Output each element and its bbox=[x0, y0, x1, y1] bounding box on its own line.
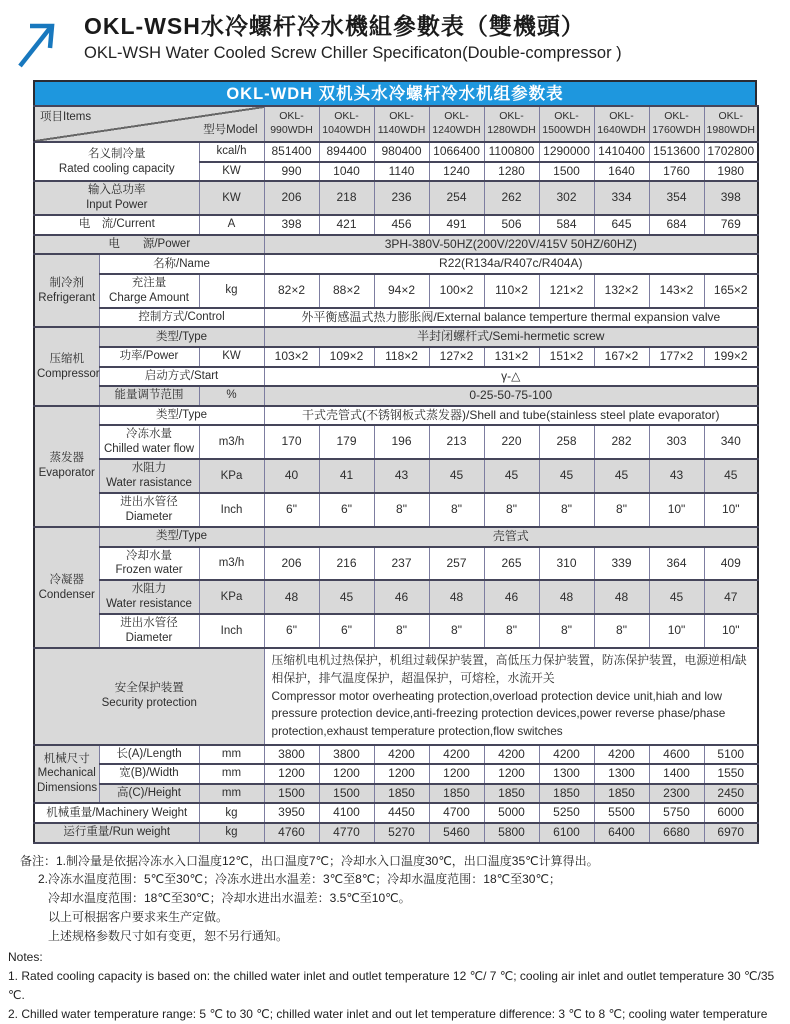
note-line: 冷却水温度范围：18℃至30℃；冷却水进出水温差：3.5℃至10℃。 bbox=[48, 891, 411, 906]
param-label-cell: 运行重量/Run weight bbox=[34, 823, 199, 843]
value-cell: 6000 bbox=[704, 803, 758, 823]
value-cell: 46 bbox=[374, 580, 429, 614]
value-cell: 2450 bbox=[704, 784, 758, 804]
value-cell: 364 bbox=[649, 547, 704, 581]
merged-value-cell: 外平衡感温式热力膨胀阀/External balance temperture thermal expansion valve bbox=[264, 308, 758, 328]
merged-value-cell: R22(R134a/R407c/R404A) bbox=[264, 254, 758, 274]
value-cell: 1200 bbox=[484, 764, 539, 784]
page-subtitle: OKL-WSH Water Cooled Screw Chiller Specificaton(Double-compressor ) bbox=[84, 43, 622, 62]
param-label-cell: 名称/Name bbox=[99, 254, 264, 274]
param-label-cell: 冷却水量 Frozen water bbox=[99, 547, 199, 581]
value-cell: 8" bbox=[539, 493, 594, 527]
value-cell: 4200 bbox=[539, 745, 594, 765]
value-cell: 4200 bbox=[594, 745, 649, 765]
value-cell: 100×2 bbox=[429, 274, 484, 308]
param-label-cell: 电 源/Power bbox=[34, 235, 264, 255]
value-cell: 491 bbox=[429, 215, 484, 235]
value-cell: 2300 bbox=[649, 784, 704, 804]
notes-english bbox=[8, 948, 790, 1024]
unit-cell: Inch bbox=[199, 614, 264, 648]
value-cell: 1980 bbox=[704, 162, 758, 182]
value-cell: 5500 bbox=[594, 803, 649, 823]
value-cell: 1290000 bbox=[539, 142, 594, 162]
param-label-cell: 机械重量/Machinery Weight bbox=[34, 803, 199, 823]
value-cell: 1500 bbox=[319, 784, 374, 804]
note-line: 以上可根据客户要求来生产定做。 bbox=[48, 910, 229, 925]
value-cell: 8" bbox=[374, 614, 429, 648]
value-cell: 302 bbox=[539, 181, 594, 215]
page-titles bbox=[84, 12, 622, 63]
value-cell: 1702800 bbox=[704, 142, 758, 162]
value-cell: 109×2 bbox=[319, 347, 374, 367]
param-label-cell: 高(C)/Height bbox=[99, 784, 199, 804]
value-cell: 1850 bbox=[539, 784, 594, 804]
value-cell: 3950 bbox=[264, 803, 319, 823]
param-label-cell: 功率/Power bbox=[99, 347, 199, 367]
unit-cell: mm bbox=[199, 784, 264, 804]
value-cell: 980400 bbox=[374, 142, 429, 162]
unit-cell: m3/h bbox=[199, 425, 264, 459]
value-cell: 310 bbox=[539, 547, 594, 581]
value-cell: 45 bbox=[649, 580, 704, 614]
value-cell: 170 bbox=[264, 425, 319, 459]
value-cell: 645 bbox=[594, 215, 649, 235]
value-cell: 8" bbox=[539, 614, 594, 648]
note-line: 1. Rated cooling capacity is based on: the chilled water inlet and outlet temperature 12 ℃/ 7 ℃; cooling air inlet and outlet temperature 30 ℃/35 ℃. bbox=[8, 969, 775, 1003]
value-cell: 5460 bbox=[429, 823, 484, 843]
value-cell: 121×2 bbox=[539, 274, 594, 308]
value-cell: 6" bbox=[319, 614, 374, 648]
merged-value-cell: 0-25-50-75-100 bbox=[264, 386, 758, 406]
value-cell: 46 bbox=[484, 580, 539, 614]
value-cell: 236 bbox=[374, 181, 429, 215]
value-cell: 6400 bbox=[594, 823, 649, 843]
note-line: 2.冷冻水温度范围：5℃至30℃；冷冻水进出水温差：3℃至8℃；冷却水温度范围：18℃至30℃； bbox=[38, 872, 561, 887]
param-label-cell: 能量调节范围 bbox=[99, 386, 199, 406]
items-model-header-cell: 项目Items 型号Model bbox=[34, 106, 264, 142]
param-label-cell: 水阻力 Water resistance bbox=[99, 580, 199, 614]
param-label-cell: 控制方式/Control bbox=[99, 308, 264, 328]
value-cell: 6" bbox=[264, 614, 319, 648]
value-cell: 220 bbox=[484, 425, 539, 459]
page-header bbox=[0, 0, 790, 70]
unit-cell: kg bbox=[199, 274, 264, 308]
model-header-cell: OKL- 1280WDH bbox=[484, 106, 539, 142]
notes-section bbox=[0, 852, 790, 1024]
value-cell: 177×2 bbox=[649, 347, 704, 367]
param-label-cell: 电 流/Current bbox=[34, 215, 199, 235]
value-cell: 179 bbox=[319, 425, 374, 459]
unit-cell: kg bbox=[199, 803, 264, 823]
value-cell: 1280 bbox=[484, 162, 539, 182]
section-label-cell: 压缩机 Compressor bbox=[34, 327, 99, 405]
value-cell: 6" bbox=[264, 493, 319, 527]
value-cell: 8" bbox=[594, 614, 649, 648]
value-cell: 48 bbox=[264, 580, 319, 614]
param-label-cell: 名义制冷量 Rated cooling capacity bbox=[34, 142, 199, 181]
unit-cell: mm bbox=[199, 764, 264, 784]
value-cell: 5250 bbox=[539, 803, 594, 823]
value-cell: 5270 bbox=[374, 823, 429, 843]
unit-cell: kg bbox=[199, 823, 264, 843]
unit-cell: KPa bbox=[199, 459, 264, 493]
value-cell: 5100 bbox=[704, 745, 758, 765]
value-cell: 40 bbox=[264, 459, 319, 493]
value-cell: 43 bbox=[374, 459, 429, 493]
value-cell: 4100 bbox=[319, 803, 374, 823]
value-cell: 1066400 bbox=[429, 142, 484, 162]
value-cell: 10" bbox=[704, 493, 758, 527]
unit-cell: kcal/h bbox=[199, 142, 264, 162]
value-cell: 1240 bbox=[429, 162, 484, 182]
value-cell: 47 bbox=[704, 580, 758, 614]
unit-cell: KW bbox=[199, 347, 264, 367]
param-label-cell: 进出水管径 Diameter bbox=[99, 614, 199, 648]
value-cell: 1200 bbox=[264, 764, 319, 784]
param-label-cell: 水阻力 Water rasistance bbox=[99, 459, 199, 493]
value-cell: 5750 bbox=[649, 803, 704, 823]
value-cell: 334 bbox=[594, 181, 649, 215]
value-cell: 151×2 bbox=[539, 347, 594, 367]
page-title: OKL-WSH水冷螺杆冷水機組參數表（雙機頭） bbox=[84, 13, 585, 39]
value-cell: 1760 bbox=[649, 162, 704, 182]
value-cell: 340 bbox=[704, 425, 758, 459]
value-cell: 131×2 bbox=[484, 347, 539, 367]
model-header-cell: OKL- 1760WDH bbox=[649, 106, 704, 142]
value-cell: 4200 bbox=[429, 745, 484, 765]
param-label-cell: 类型/Type bbox=[99, 406, 264, 426]
param-label-cell: 安全保护装置 Security protection bbox=[34, 648, 264, 744]
spec-table bbox=[33, 105, 759, 844]
value-cell: 894400 bbox=[319, 142, 374, 162]
value-cell: 1850 bbox=[429, 784, 484, 804]
value-cell: 94×2 bbox=[374, 274, 429, 308]
value-cell: 1513600 bbox=[649, 142, 704, 162]
unit-cell: mm bbox=[199, 745, 264, 765]
section-label-cell: 制冷剂 Refrigerant bbox=[34, 254, 99, 327]
value-cell: 1850 bbox=[594, 784, 649, 804]
brand-arrow-icon bbox=[14, 16, 72, 70]
value-cell: 118×2 bbox=[374, 347, 429, 367]
value-cell: 4760 bbox=[264, 823, 319, 843]
value-cell: 1200 bbox=[429, 764, 484, 784]
value-cell: 6970 bbox=[704, 823, 758, 843]
value-cell: 45 bbox=[704, 459, 758, 493]
value-cell: 10" bbox=[649, 493, 704, 527]
param-label-cell: 启动方式/Start bbox=[99, 367, 264, 387]
value-cell: 237 bbox=[374, 547, 429, 581]
value-cell: 3800 bbox=[319, 745, 374, 765]
model-header-cell: OKL- 1040WDH bbox=[319, 106, 374, 142]
value-cell: 6" bbox=[319, 493, 374, 527]
value-cell: 1550 bbox=[704, 764, 758, 784]
value-cell: 48 bbox=[539, 580, 594, 614]
value-cell: 82×2 bbox=[264, 274, 319, 308]
value-cell: 218 bbox=[319, 181, 374, 215]
param-label-cell: 冷冻水量 Chilled water flow bbox=[99, 425, 199, 459]
value-cell: 41 bbox=[319, 459, 374, 493]
value-cell: 1300 bbox=[594, 764, 649, 784]
unit-cell: % bbox=[199, 386, 264, 406]
value-cell: 456 bbox=[374, 215, 429, 235]
value-cell: 127×2 bbox=[429, 347, 484, 367]
value-cell: 409 bbox=[704, 547, 758, 581]
model-header-cell: OKL- 1640WDH bbox=[594, 106, 649, 142]
value-cell: 339 bbox=[594, 547, 649, 581]
note-line: Notes: bbox=[8, 950, 43, 965]
value-cell: 8" bbox=[429, 493, 484, 527]
value-cell: 213 bbox=[429, 425, 484, 459]
value-cell: 8" bbox=[484, 493, 539, 527]
value-cell: 45 bbox=[319, 580, 374, 614]
value-cell: 1500 bbox=[264, 784, 319, 804]
value-cell: 4600 bbox=[649, 745, 704, 765]
value-cell: 1400 bbox=[649, 764, 704, 784]
value-cell: 684 bbox=[649, 215, 704, 235]
value-cell: 1640 bbox=[594, 162, 649, 182]
value-cell: 143×2 bbox=[649, 274, 704, 308]
value-cell: 769 bbox=[704, 215, 758, 235]
model-header-cell: OKL- 990WDH bbox=[264, 106, 319, 142]
param-label-cell: 进出水管径 Diameter bbox=[99, 493, 199, 527]
value-cell: 5000 bbox=[484, 803, 539, 823]
value-cell: 8" bbox=[594, 493, 649, 527]
note-line: 2. Chilled water temperature range: 5 ℃ to 30 ℃; chilled water inlet and out let temperature difference: 3 ℃ to 8 ℃; cooling water temperature bbox=[8, 1007, 768, 1022]
value-cell: 3800 bbox=[264, 745, 319, 765]
unit-cell: A bbox=[199, 215, 264, 235]
param-label-cell: 类型/Type bbox=[99, 527, 264, 547]
value-cell: 45 bbox=[429, 459, 484, 493]
value-cell: 1200 bbox=[374, 764, 429, 784]
value-cell: 1200 bbox=[319, 764, 374, 784]
section-label-cell: 冷凝器 Condenser bbox=[34, 527, 99, 648]
value-cell: 257 bbox=[429, 547, 484, 581]
value-cell: 8" bbox=[484, 614, 539, 648]
value-cell: 4200 bbox=[484, 745, 539, 765]
value-cell: 48 bbox=[594, 580, 649, 614]
value-cell: 216 bbox=[319, 547, 374, 581]
value-cell: 165×2 bbox=[704, 274, 758, 308]
note-line: 上述规格参数尺寸如有变更，恕不另行通知。 bbox=[48, 929, 289, 944]
merged-value-cell: 半封闭螺杆式/Semi-hermetic screw bbox=[264, 327, 758, 347]
param-label-cell: 类型/Type bbox=[99, 327, 264, 347]
value-cell: 1500 bbox=[539, 162, 594, 182]
value-cell: 262 bbox=[484, 181, 539, 215]
value-cell: 1300 bbox=[539, 764, 594, 784]
value-cell: 1140 bbox=[374, 162, 429, 182]
unit-cell: KW bbox=[199, 162, 264, 182]
value-cell: 88×2 bbox=[319, 274, 374, 308]
value-cell: 990 bbox=[264, 162, 319, 182]
value-cell: 45 bbox=[594, 459, 649, 493]
value-cell: 4450 bbox=[374, 803, 429, 823]
value-cell: 282 bbox=[594, 425, 649, 459]
value-cell: 10" bbox=[704, 614, 758, 648]
notes-chinese bbox=[0, 852, 790, 947]
value-cell: 206 bbox=[264, 181, 319, 215]
value-cell: 258 bbox=[539, 425, 594, 459]
value-cell: 8" bbox=[374, 493, 429, 527]
merged-value-cell: 壳管式 bbox=[264, 527, 758, 547]
value-cell: 4700 bbox=[429, 803, 484, 823]
value-cell: 8" bbox=[429, 614, 484, 648]
merged-value-cell: 干式壳管式(不锈钢板式蒸发器)/Shell and tube(stainless steel plate evaporator) bbox=[264, 406, 758, 426]
value-cell: 1850 bbox=[484, 784, 539, 804]
table-title-bar: OKL-WDH 双机头水冷螺杆冷水机组参数表 bbox=[33, 80, 757, 105]
value-cell: 1100800 bbox=[484, 142, 539, 162]
value-cell: 4770 bbox=[319, 823, 374, 843]
unit-cell: Inch bbox=[199, 493, 264, 527]
section-label-cell: 蒸发器 Evaporator bbox=[34, 406, 99, 527]
param-label-cell: 长(A)/Length bbox=[99, 745, 199, 765]
value-cell: 254 bbox=[429, 181, 484, 215]
value-cell: 110×2 bbox=[484, 274, 539, 308]
unit-cell: m3/h bbox=[199, 547, 264, 581]
param-label-cell: 充注量 Charge Amount bbox=[99, 274, 199, 308]
value-cell: 4200 bbox=[374, 745, 429, 765]
unit-cell: KPa bbox=[199, 580, 264, 614]
value-cell: 5800 bbox=[484, 823, 539, 843]
model-header-cell: OKL- 1980WDH bbox=[704, 106, 758, 142]
value-cell: 265 bbox=[484, 547, 539, 581]
value-cell: 851400 bbox=[264, 142, 319, 162]
value-cell: 1040 bbox=[319, 162, 374, 182]
unit-cell: KW bbox=[199, 181, 264, 215]
value-cell: 196 bbox=[374, 425, 429, 459]
value-cell: 43 bbox=[649, 459, 704, 493]
value-cell: 132×2 bbox=[594, 274, 649, 308]
merged-value-cell: 3PH-380V-50HZ(200V/220V/415V 50HZ/60HZ) bbox=[264, 235, 758, 255]
value-cell: 303 bbox=[649, 425, 704, 459]
value-cell: 6680 bbox=[649, 823, 704, 843]
value-cell: 354 bbox=[649, 181, 704, 215]
section-label-cell: 机械尺寸 Mechanical Dimensions bbox=[34, 745, 99, 804]
value-cell: 421 bbox=[319, 215, 374, 235]
spec-table-wrap bbox=[33, 80, 757, 844]
model-header-cell: OKL- 1240WDH bbox=[429, 106, 484, 142]
value-cell: 199×2 bbox=[704, 347, 758, 367]
merged-value-cell: γ-△ bbox=[264, 367, 758, 387]
value-cell: 45 bbox=[484, 459, 539, 493]
note-line: 备注：1.制冷量是依据冷冻水入口温度12℃，出口温度7℃；冷却水入口温度30℃，出口温度35℃计算得出。 bbox=[20, 853, 599, 868]
value-cell: 6100 bbox=[539, 823, 594, 843]
value-cell: 45 bbox=[539, 459, 594, 493]
model-header-cell: OKL- 1500WDH bbox=[539, 106, 594, 142]
param-label-cell: 宽(B)/Width bbox=[99, 764, 199, 784]
value-cell: 1850 bbox=[374, 784, 429, 804]
value-cell: 398 bbox=[264, 215, 319, 235]
security-protection-text: 压缩机电机过热保护，机组过载保护装置，高低压力保护装置，防冻保护装置，电源逆相/缺相保护，排气温度保护，超温保护，可熔栓，水流开关 Compressor motor overheating protection,overload protection device unit,hiah and low pressure protection device,anti-freezing protection devices,power reverse phase/phase protection,exhaust temperature protection,flow switches bbox=[264, 648, 758, 744]
value-cell: 1410400 bbox=[594, 142, 649, 162]
model-header-cell: OKL- 1140WDH bbox=[374, 106, 429, 142]
value-cell: 103×2 bbox=[264, 347, 319, 367]
value-cell: 506 bbox=[484, 215, 539, 235]
value-cell: 398 bbox=[704, 181, 758, 215]
value-cell: 584 bbox=[539, 215, 594, 235]
value-cell: 167×2 bbox=[594, 347, 649, 367]
value-cell: 10" bbox=[649, 614, 704, 648]
value-cell: 48 bbox=[429, 580, 484, 614]
value-cell: 206 bbox=[264, 547, 319, 581]
param-label-cell: 输入总功率 Input Power bbox=[34, 181, 199, 215]
